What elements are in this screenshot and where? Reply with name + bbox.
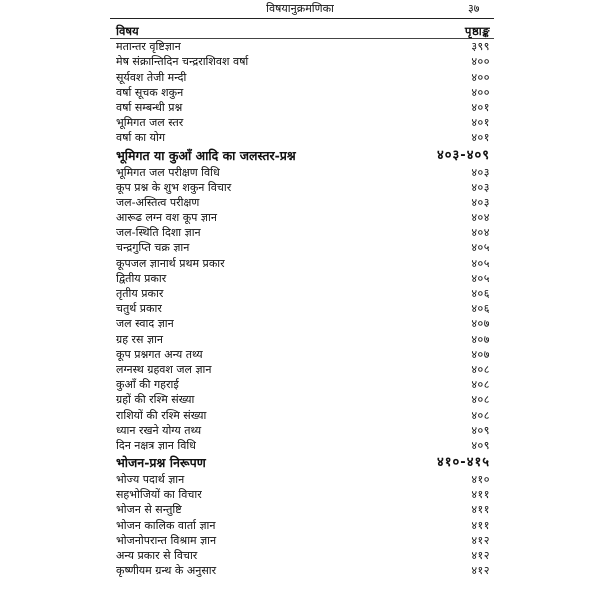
entry-title: कूपजल ज्ञानार्थ प्रथम प्रकार [116,256,225,270]
contents-entry [0,377,600,392]
entry-page-number: ४०५ [471,256,490,270]
entry-title: द्वितीय प्रकार [116,271,167,285]
entry-page-number: ४१० [471,473,490,487]
section-title: भूमिगत या कुआँ आदि का जलस्तर-प्रश्न [116,147,296,163]
contents-entry [0,487,600,502]
entry-title: कुआँ की गहराई [116,378,179,392]
entry-page-number: ४०९ [471,423,490,437]
contents-entry [0,533,600,548]
entry-title: भूमिगत जल परीक्षण विधि [116,165,220,179]
contents-entry [0,347,600,362]
entry-title: अन्य प्रकार से विचार [116,549,198,562]
entry-title: चन्द्रगुप्ति चक्र ज्ञान [116,241,190,255]
section-title: भोजन-प्रश्न निरूपण [116,455,206,471]
entry-title: वर्षा का योग [116,131,166,145]
entry-page-number: ४०५ [471,271,490,285]
entry-page-number: ४०९ [471,438,490,452]
page-number: ३७ [468,2,480,15]
entry-page-number: ४०३ [471,195,490,209]
entry-title: वर्षा सूचक शकुन [116,85,184,99]
entry-title: जल स्वाद ज्ञान [116,317,174,331]
entry-title: ग्रह रस ज्ञान [116,332,163,346]
contents-entry [0,39,600,54]
contents-entry [0,165,600,180]
contents-entry [0,472,600,487]
entry-page-number: ४०३ [471,165,490,179]
entry-title: दिन नक्षत्र ज्ञान विधि [116,438,196,452]
contents-entry [0,438,600,453]
contents-entry [0,301,600,316]
contents-entry [0,392,600,407]
contents-entry [0,240,600,255]
entry-title: लग्नस्थ ग्रहवश जल ज्ञान [116,362,212,376]
contents-entry [0,408,600,423]
entry-page-number: ४०७ [471,317,490,331]
contents-entry [0,423,600,438]
entry-title: मेष संक्रान्तिदिन चन्द्रराशिवश वर्षा [116,55,249,69]
entry-title: कूप प्रश्न के शुभ शकुन विचार [116,180,232,194]
contents-entry [0,316,600,331]
section-heading-row [0,146,600,165]
entry-page-number: ४०८ [471,378,490,392]
entry-title: आरूढ लग्न वश कूप ज्ञान [116,211,217,225]
entry-title: भोजन से सन्तुष्टि [116,503,182,517]
column-header-row [0,24,600,39]
contents-entry [0,210,600,225]
contents-entry [0,502,600,517]
contents-entry [0,332,600,347]
entry-page-number: ४०६ [471,287,490,300]
entry-page-number: ४११ [471,488,490,502]
column-header-rule [110,38,494,39]
entry-page-number: ४०० [471,85,490,99]
contents-entry [0,362,600,377]
header-rule [110,18,494,19]
section-heading-row [0,453,600,472]
entry-page-number: ४०० [471,70,490,84]
contents-entry [0,195,600,210]
entry-page-number: ४०६ [471,302,490,316]
page-column-header: पृष्ठाङ्क [464,24,490,38]
entry-title: कृष्णीयम ग्रन्थ के अनुसार [116,564,217,578]
entry-title: सूर्यवश तेजी मन्दी [116,70,187,84]
entry-page-number: ४०७ [471,347,490,361]
entry-page-number: ४१२ [471,564,490,578]
contents-entry [0,130,600,145]
entry-page-number: ४०१ [471,131,490,145]
contents-entry [0,225,600,240]
contents-entry [0,54,600,69]
entry-page-number: ४०० [471,55,490,69]
entry-page-number: ४०८ [471,362,490,376]
entry-title: भोजनोपरान्त विश्राम ज्ञान [116,533,217,547]
entry-page-number: ४०४ [471,226,490,240]
entry-title: तृतीय प्रकार [116,287,164,300]
entry-title: कूप प्रश्नगत अन्य तथ्य [116,347,203,361]
entry-page-number: ४११ [471,518,490,532]
entry-title: जल-स्थिति दिशा ज्ञान [116,226,201,240]
contents-entry [0,286,600,301]
entry-page-number: ४०८ [471,408,490,422]
entry-title: भूमिगत जल स्तर [116,116,184,130]
entry-page-number: ४१२ [471,533,490,547]
contents-table [0,24,600,578]
entry-title: भोज्य पदार्थ ज्ञान [116,473,185,487]
entry-title: राशियों की रश्मि संख्या [116,408,207,422]
entry-title: मतान्तर वृष्टिज्ञान [116,40,181,54]
entry-page-number: ४११ [471,503,490,517]
entry-page-number: ४०१ [471,116,490,130]
contents-entry [0,70,600,85]
contents-entry [0,85,600,100]
entry-title: भोजन कालिक वार्ता ज्ञान [116,518,216,532]
entry-title: ग्रहों की रश्मि संख्या [116,393,195,407]
entry-title: वर्षा सम्बन्धी प्रश्न [116,100,183,114]
entry-page-number: ४१२ [471,549,490,562]
contents-entry [0,548,600,563]
contents-entry [0,563,600,578]
contents-entry [0,180,600,195]
entry-title: जल-अस्तित्व परीक्षण [116,195,200,209]
contents-list [0,39,600,578]
contents-entry [0,518,600,533]
entry-page-number: ४०५ [471,241,490,255]
entry-page-number: ४०८ [471,393,490,407]
entry-page-number: ३९९ [471,40,490,54]
section-page-range: ४१०-४१५ [437,455,490,471]
entry-page-number: ४०१ [471,100,490,114]
subject-column-header: विषय [116,24,139,38]
entry-title: चतुर्थ प्रकार [116,302,162,316]
contents-entry [0,100,600,115]
entry-title: ध्यान रखने योग्य तथ्य [116,423,202,437]
contents-entry [0,256,600,271]
contents-entry [0,115,600,130]
contents-entry [0,271,600,286]
section-page-range: ४०३-४०९ [437,147,490,163]
entry-title: सहभोजियों का विचार [116,488,202,502]
running-header-title: विषयानुक्रमणिका [266,2,334,15]
entry-page-number: ४०३ [471,180,490,194]
entry-page-number: ४०७ [471,332,490,346]
entry-page-number: ४०४ [471,211,490,225]
